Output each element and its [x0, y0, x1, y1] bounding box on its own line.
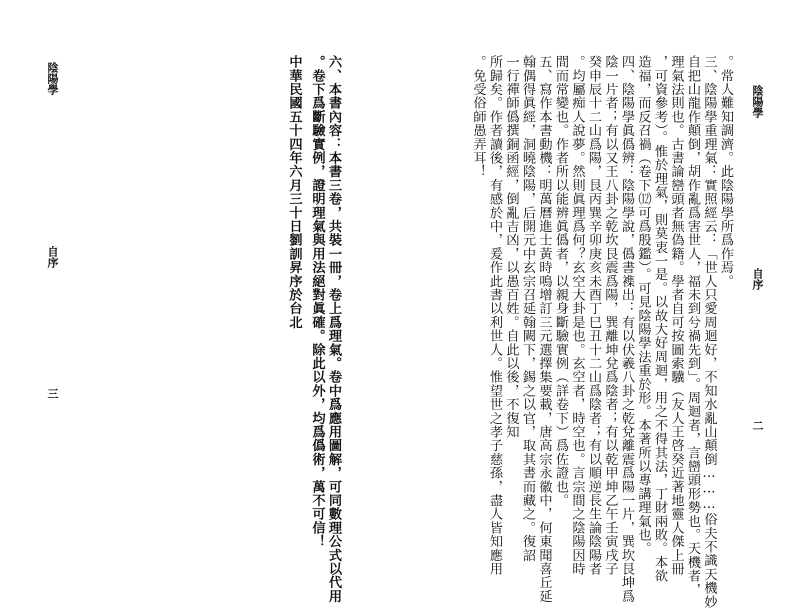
right-page-body	[469, 55, 733, 608]
text-line: 。免受俗師愚弄耳！	[470, 55, 486, 179]
text-line: ，可資參考）。惟於理氣，則莫衷一是。以故大好周迴，用之不得其法，丁財兩敗。本欲	[652, 55, 667, 583]
text-line: 理氣法則也。古書論巒頭者無偽籍。學者自可按圖索驥（友人王啓癸近著地靈人傑上冊	[668, 55, 684, 576]
text-line: 所歸矣。作者讀後，有感於中，爰作此書以利世人。惟望世之孝子慈孫，盡人皆知應用	[487, 55, 502, 576]
text-line: 。均屬痴人說夢。然則眞理爲何？玄空大卦是也。玄空者，時空也。言宗間之陰陽因時	[569, 55, 585, 576]
left-page-body	[308, 55, 341, 603]
text-line: 造福，而反召禍（卷下⑿可爲殷鑑）。可見陰陽學法重於形。本著所以專講理氣也。	[635, 55, 651, 556]
text-line: 三、陰陽學重理氣：實照經云：「世人只愛周迴好，不知水亂山顛倒………俗夫不識天機妙	[701, 55, 717, 608]
text-line: 陰一片者；有以又王八卦之乾坎艮震爲陽，巽離坤兌爲陰者；有以乾甲坤乙午壬寅戌子	[602, 55, 618, 576]
right-page-number: 二	[751, 420, 764, 431]
text-line: 。卷下爲斷驗實例，證明理氣與用法絕對眞確。除此以外，均爲僞術，萬不可信！	[309, 55, 325, 549]
text-line: 自把山龍作顛倒，胡作亂爲害世人，福未到兮禍先到」。周迴者，言巒頭形勢也。天機者，	[685, 55, 700, 597]
text-line: 翰偶得眞經，洞曉陰陽，后開元中玄宗召延翰闕下，錫之以官，取其書而藏之。復詔	[520, 55, 535, 562]
dateline: 中華民國五十四年六月三十日劉訓昇序於台北	[286, 55, 302, 329]
right-page-title: 陰陽學	[751, 85, 764, 118]
left-page-number: 三	[46, 388, 59, 399]
text-line: 一行禪師僞撰銅函經，倒亂吉凶，以愚百姓。自此以後，不復知	[503, 55, 519, 439]
text-line: 五、寫作本書動機：明萬曆進士黃時鳴增訂三元選擇集要載，唐高宗永徽中，何東聞喜丘延	[536, 55, 552, 603]
right-page-section: 自序	[751, 268, 764, 290]
text-line: 六、本書內容：本書三卷，共裝一冊，卷上爲理氣。卷中爲應用圖解，可同數理公式以代用	[326, 55, 341, 603]
text-line: 四、陰陽學眞僞辨：陰陽學說，僞書襍出：有以伏羲八卦之乾兌離震爲陽一片，巽坎艮坤爲	[619, 55, 634, 603]
text-line: 癸申辰十二山爲陽，艮丙巽辛卯庚亥未酉丁巳丑十二山爲陰者；有以順逆長生論陰陽者	[586, 55, 601, 576]
text-line: 間而常變也。作者所以能辨眞僞者，以親身斷驗實例（詳卷下）爲佐證也。	[553, 55, 568, 508]
text-line: 。常人難知調濟。此陰陽學所爲作焉。	[718, 55, 733, 288]
left-page-title: 陰陽學	[46, 62, 59, 95]
left-page-section: 自序	[46, 246, 59, 268]
